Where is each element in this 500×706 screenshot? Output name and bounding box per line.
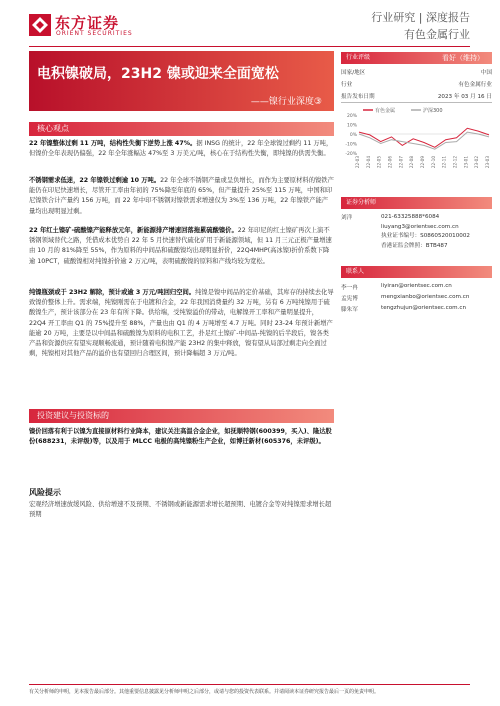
contact-email[interactable]: liyiran@orientsec.com.cn [381,283,452,289]
paragraph-lead: 不锈钢需求低迷，22 年镍铁过剩逾 10 万吨。 [29,177,161,184]
legend-label: 沪深300 [423,108,443,114]
report-subtitle: ——镍行业深度③ [250,97,322,107]
paragraph-text: 纯镍是镍中间品的定价基础，其库存的持续去化导致镍价整体上升。需求端，纯镍刚需在于电镀和合金，22 年我国消费量约 32 万吨，另有 6 万吨纯镍用于硫酸镍生产，预计该部分在 23 年有所下降。供给端，受纯镍溢价的带动，电解镍开工率和产量明显提升，22Q4 开工率由 Q1 的 75%提升至 88%，产量也由 Q1 的 4 万吨增至 4.7 万吨。同时 23-24 年预计新增产能逾 20 万吨，主要是以中间品和硫酸镍为原料的电积工艺，扑足红土镍矿-中间品-纯镍的后半段后，镍各类产品和资源供应有望实现顺畅流通，预计随着电积镍产能 23H2 的集中释放，镍有望从局部过剩走向全面过剩，纯镍相对其他产品的溢价也有望回归合理区间，预计降幅超 3 万元/吨。 [29,289,334,358]
y-tick-label: 10% [346,123,357,129]
x-tick-label: 22-10 [430,156,436,169]
x-tick-label: 22-12 [452,156,458,169]
industry-label: 有色金属行业 [404,28,470,41]
divider [341,102,492,103]
contact-row [341,294,492,302]
paragraph-2 [29,176,334,217]
x-tick-label: 22-09 [420,156,425,169]
contact-email[interactable]: tengzhujun@orientsec.com.cn [381,305,467,311]
advice-text: 镍价回落有利于以镍为直接原材料行业降本，建议关注高温合金企业，如抚顺特钢(600399，买入)、隆达股份(688231，未评级)等，以及用于 MLCC 电极的高纯镍粉生产企业，如博迁新材(605376，未评级)。 [29,428,332,446]
x-tick-label: 22-08 [409,156,415,169]
x-tick-label: 22-03 [355,156,360,169]
y-tick-label: -20% [345,152,357,157]
info-value: 中国 [480,70,492,76]
analyst-hk-license: 香港证监会牌照：BTB487 [381,242,448,249]
contact-row [341,283,492,291]
contact-email[interactable]: mengxianbo@orientsec.com.cn [381,294,470,300]
info-row [341,92,492,100]
footer-disclaimer: 有关分析师的申明，见本报告最后部分。其他重要信息披露见分析师申明之后部分，或请与您的投资代表联系。并请阅读本证券研究报告最后一页的免责申明。 [29,689,380,695]
header-divider [29,46,470,47]
rating-heading-label: 行业评级 [346,54,371,61]
info-value: 2023 年 03 月 16 日 [437,94,492,100]
analyst-phone: 021-63325888*6084 [381,214,440,220]
section-heading-core: 核心观点 [29,122,334,136]
paragraph-text: 据 INSG 的统计，22 年全球镍过剩约 11 万吨，但镍价全年表现仍偏强，22 年全年涨幅达 47%至 3 万美元/吨，核心在于结构性失衡，即纯镍的供需失衡。 [29,140,333,158]
info-value: 有色金属行业 [458,82,492,88]
rating-value: 看好（维持） [442,54,484,62]
report-title: 电积镍破局，23H2 镍或迎来全面宽松 [37,66,279,82]
logo-subtext: ORIENT SECURITIES [56,30,133,37]
x-tick-label: 22-07 [398,156,404,169]
paragraph-3 [29,226,334,267]
section-heading-advice: 投资建议与投资标的 [29,409,334,423]
info-key: 国家/地区 [341,70,366,76]
info-row [341,80,492,88]
risk-heading: 风险提示 [29,488,61,497]
y-tick-label: -10% [345,142,357,148]
contact-heading: 联系人 [341,266,492,278]
paragraph-lead: 纯镍瓶颈或于 23H2 解除，预计或逾 3 万元/吨回归空间。 [29,289,196,296]
y-tick-label: 20% [346,114,357,119]
info-key: 报告发布日期 [341,94,375,100]
contact-name: 孟宪博 [341,296,358,302]
paragraph-1 [29,139,334,159]
series-line [359,128,489,147]
analyst-name: 刘洋 [341,215,353,221]
info-key: 行业 [341,82,353,88]
logo-text: 东方证券 [55,14,120,32]
orient-logo-icon [29,14,51,36]
paragraph-lead: 22 年镍整体过剩 11 万吨，结构性失衡下逆势上涨 47%。 [29,140,197,147]
paragraph-lead: 22 年红土镍矿-硫酸镍产能释放元年，新能源排产增速回落拖累硫酸镍价。 [29,227,238,234]
x-tick-label: 22-06 [387,156,393,169]
rating-heading [341,52,492,64]
title-banner [29,51,334,111]
risk-text: 宏观经济增速放缓风险、供给增速不及预期、不锈钢或新能源需求增长超预期、电镀合金等对纯镍需求增长超预期 [29,501,332,519]
x-tick-label: 23-03 [485,156,490,169]
info-row [341,68,492,76]
analyst-heading: 证券分析师 [341,197,492,209]
x-tick-label: 23-01 [463,156,469,169]
analyst-block [341,213,492,263]
paragraph-text: 22 年全球不锈钢产量或呈负增长，而作为主要原材料的镍铁产能仍在印尼快速增长，尽管开工率由年初的 75%降至年底的 65%，但产量提升 25%至 115 万吨，中国和印尼镍铁合计产量约 156 万吨，而 22 年中印不锈钢对镍铁需求增速仅为 3%至 136 万吨，22 年镍铁产能产量均出现明显过剩。 [29,177,334,215]
paragraph-text: 22 年印尼的红土镍矿再次上演不锈钢领域替代之路，凭借成本优势自 22 年 5 月快速替代硫化矿用于新能源领域，但 11 月三元正极产量增速由 10 月的 81%降至 55%，作为原料的中间品和硫酸镍均出现明显折价，22Q4MHP(高冰镍)折价系数下降逾 10PCT，硫酸镍相对纯镍折价逾 2 万元/吨，表明硫酸镍的原料和产线均较为宽松。 [29,227,332,265]
contact-name: 滕朱军 [341,307,358,313]
legend-label: 有色金属 [375,108,396,114]
analyst-email[interactable]: liuyang3@orientsec.com.cn [381,223,459,230]
performance-chart [341,105,492,185]
x-tick-label: 23-02 [474,156,480,169]
x-tick-label: 22-05 [376,156,382,169]
contact-name: 李一冉 [341,285,358,291]
y-tick-label: 0% [349,133,357,138]
report-type: 行业研究 | 深度报告 [371,11,470,24]
x-tick-label: 22-11 [441,156,447,169]
footer-divider [29,684,470,685]
contact-row [341,305,492,313]
paragraph-4 [29,288,334,359]
analyst-cert: 执业证书编号：S0860520010002 [381,233,470,239]
x-tick-label: 22-04 [365,156,371,169]
